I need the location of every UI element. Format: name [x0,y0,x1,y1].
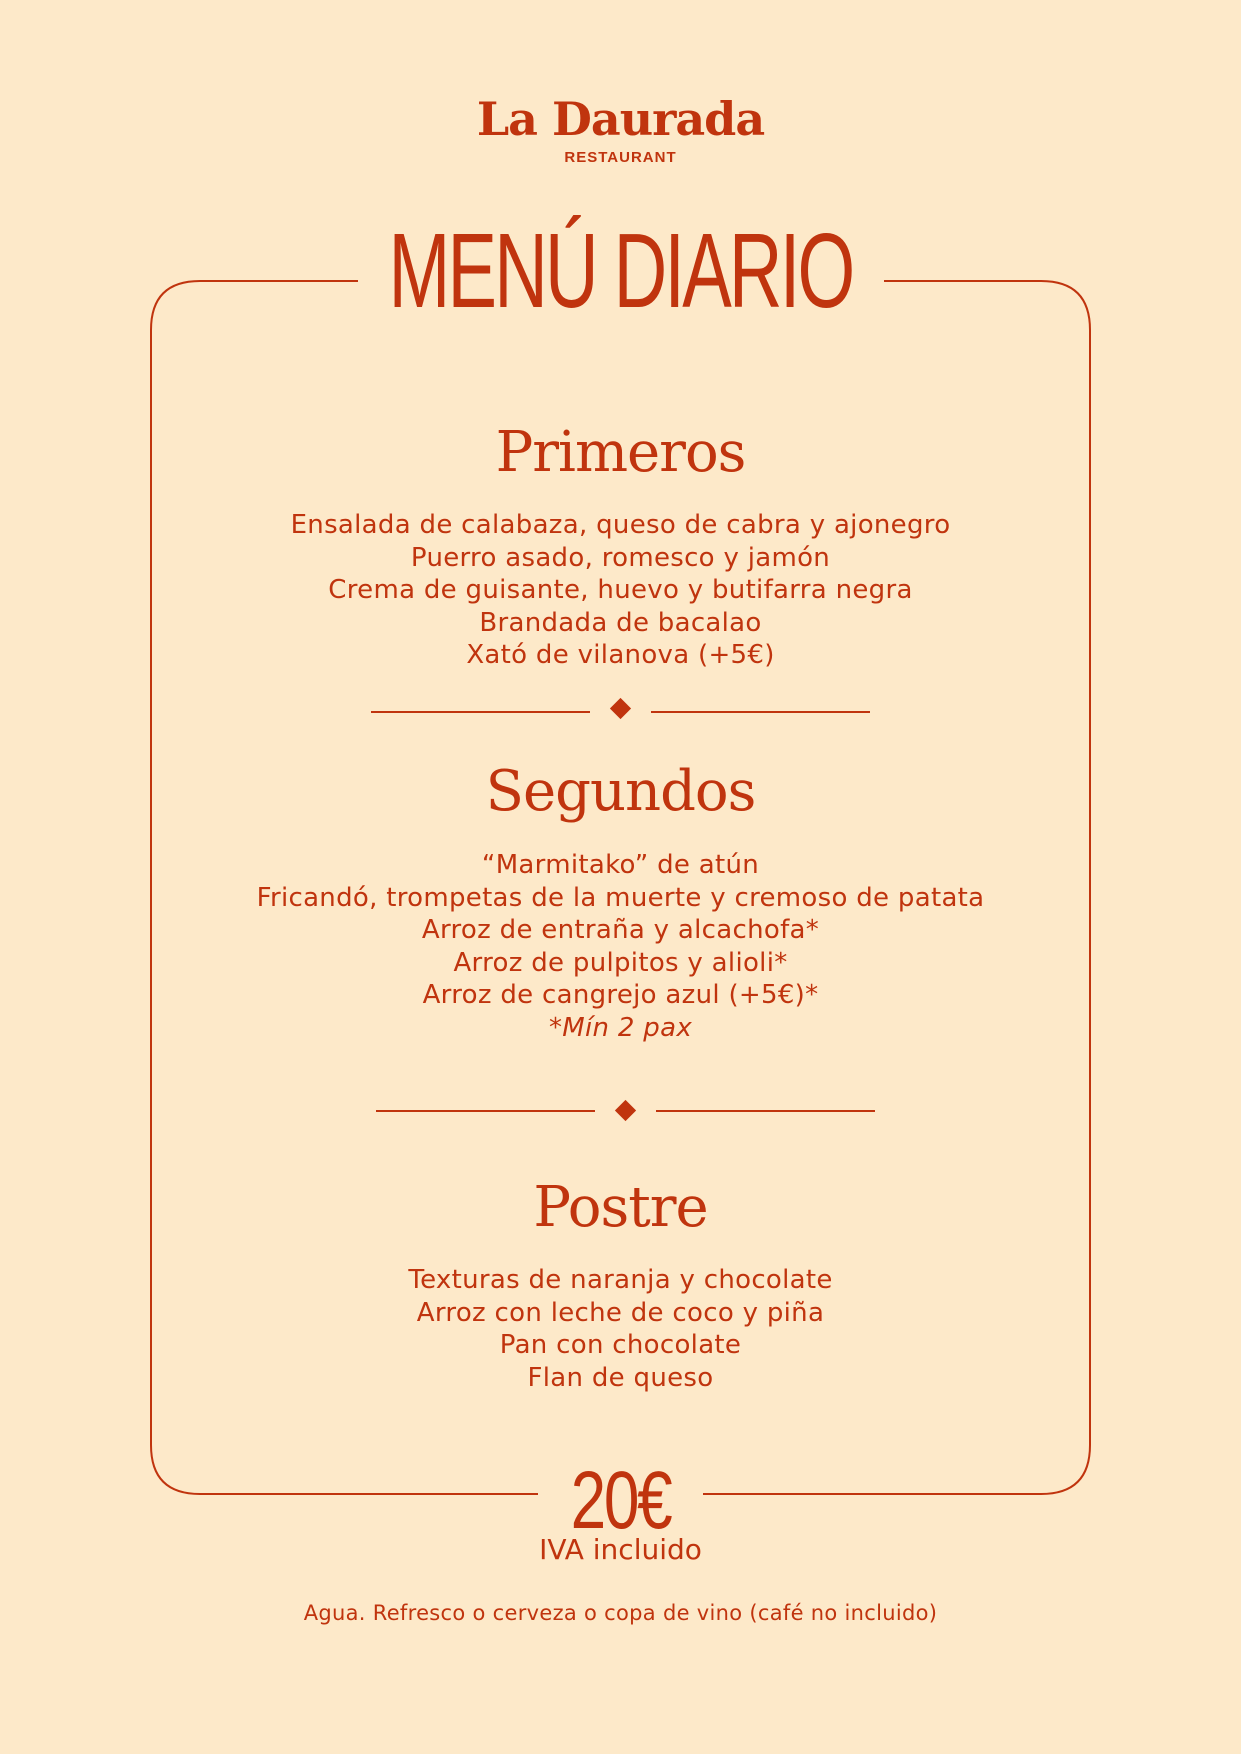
diamond-ornament-icon [615,1100,636,1121]
menu-item: Arroz con leche de coco y piña [416,1297,825,1328]
menu-item: Xató de vilanova (+5€) [466,640,775,670]
menu-item: Crema de guisante, huevo y butifarra negra [328,575,913,605]
menu-item: Flan de queso [527,1362,714,1393]
menu-price: 20€ [570,1455,671,1546]
section-title-postre: Postre [533,1175,708,1240]
section-title-primeros: Primeros [495,420,746,485]
menu-title: MENÚ DIARIO [388,212,853,330]
section-title-segundos: Segundos [485,759,756,824]
menu-item: Ensalada de calabaza, queso de cabra y ajonegro [290,510,951,540]
menu-item: Puerro asado, romesco y jamón [410,542,831,573]
section-divider [0,692,1241,732]
price-tax-note: IVA incluido [539,1533,702,1566]
menu-item: Brandada de bacalao [479,607,762,638]
menu-note: *Mín 2 pax [548,1012,693,1043]
footer-note: Agua. Refresco o cerveza o copa de vino (café no incluido) [303,1601,938,1625]
menu-item: “Marmitako” de atún [481,850,760,880]
menu-item: Fricandó, trompetas de la muerte y cremoso de patata [256,882,985,913]
section-divider [0,1091,1241,1131]
menu-item: Arroz de cangrejo azul (+5€)* [422,980,819,1010]
diamond-ornament-icon [610,698,631,719]
brand-logo-name: La Daurada [476,92,765,146]
section-items-segundos [0,849,1241,1044]
section-items-primeros [0,509,1241,672]
menu-item: Pan con chocolate [499,1330,742,1360]
section-items-postre [0,1264,1241,1394]
menu-item: Arroz de pulpitos y alioli* [453,947,788,978]
menu-item: Texturas de naranja y chocolate [408,1265,833,1295]
brand-logo-subtitle: RESTAURANT [564,149,677,166]
menu-item: Arroz de entraña y alcachofa* [421,915,820,945]
